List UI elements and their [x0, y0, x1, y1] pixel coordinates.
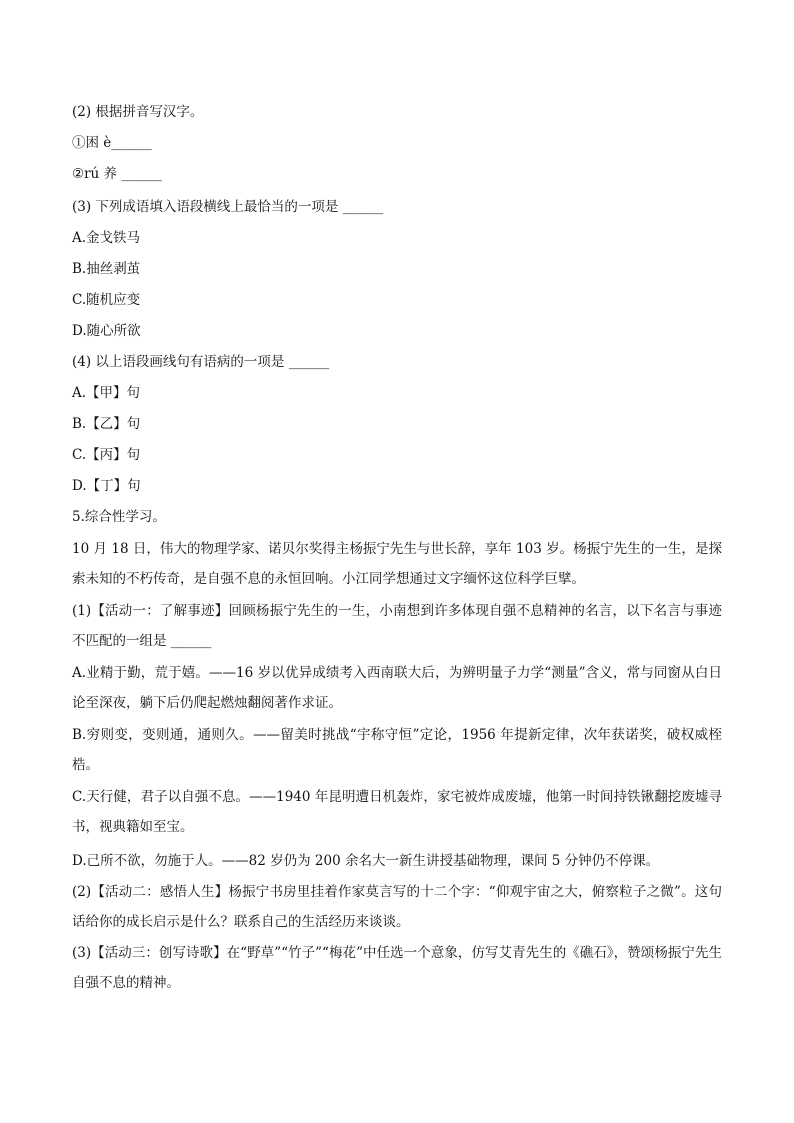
activity-1-option-c: C.天行健，君子以自强不息。——1940 年昆明遭日机轰炸，家宅被炸成废墟，他第一时间持铁锹翻挖废墟寻书，视典籍如至宝。 [72, 789, 722, 835]
question-3-option-d: D.随心所欲 [72, 323, 141, 339]
question-4-option-d: D.【丁】句 [72, 478, 141, 494]
question-2-item-2: ②rú 养 ______ [72, 166, 162, 182]
question-3-option-a: A.金戈铁马 [72, 230, 141, 246]
question-4-option-c: C.【丙】句 [72, 447, 141, 463]
question-3-heading: (3) 下列成语填入语段横线上最恰当的一项是 ______ [72, 199, 384, 215]
question-4-heading: (4) 以上语段画线句有语病的一项是 ______ [72, 354, 330, 370]
activity-1-question: (1)【活动一：了解事迹】回顾杨振宁先生的一生，小南想到许多体现自强不息精神的名言，以下名言与事迹不匹配的一组是 ______ [72, 603, 722, 649]
question-4-option-a: A.【甲】句 [72, 385, 141, 401]
intro-paragraph: 10 月 18 日，伟大的物理学家、诺贝尔奖得主杨振宁先生与世长辞，享年 103 岁。杨振宁先生的一生，是探索未知的不朽传奇，是自强不息的永恒回响。小江同学想通过文字缅怀这位科学巨擘。 [72, 541, 722, 587]
section-5-heading: 5.综合性学习。 [72, 509, 166, 525]
activity-1-option-d: D.己所不欲，勿施于人。——82 岁仍为 200 余名大一新生讲授基础物理，课间 5 分钟仍不停课。 [72, 853, 660, 869]
question-2-item-1: ①困 è______ [72, 135, 152, 151]
question-3-option-b: B.抽丝剥茧 [72, 261, 141, 277]
activity-1-option-a: A.业精于勤，荒于嬉。——16 岁以优异成绩考入西南联大后，为辨明量子力学“测量”含义，常与同窗从白日论至深夜，躺下后仍爬起燃烛翻阅著作求证。 [72, 665, 722, 711]
activity-3-question: (3)【活动三：创写诗歌】在“野草”“竹子”“梅花”中任选一个意象，仿写艾青先生的《礁石》，赞颂杨振宁先生自强不息的精神。 [72, 945, 722, 991]
question-2-heading: (2) 根据拼音写汉字。 [72, 104, 204, 120]
activity-1-option-b: B.穷则变，变则通，通则久。——留美时挑战“宇称守恒”定论，1956 年提新定律，次年获诺奖，破权威桎梏。 [72, 727, 722, 773]
activity-2-question: (2)【活动二：感悟人生】杨振宁书房里挂着作家莫言写的十二个字：“仰观宇宙之大，俯察粒子之微”。这句话给你的成长启示是什么？联系自己的生活经历来谈谈。 [72, 884, 722, 930]
question-3-option-c: C.随机应变 [72, 292, 141, 308]
question-4-option-b: B.【乙】句 [72, 416, 141, 432]
